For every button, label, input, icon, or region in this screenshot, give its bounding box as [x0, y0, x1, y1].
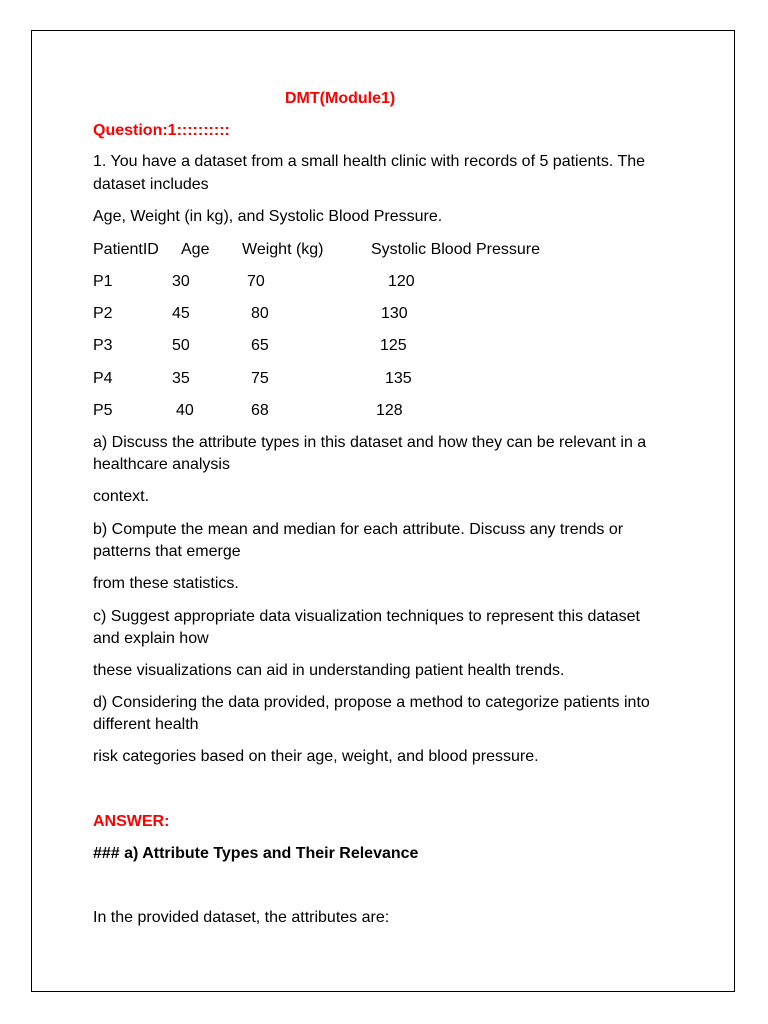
- table-cell: 130: [381, 305, 408, 322]
- table-cell: 135: [385, 370, 412, 387]
- table-cell: 65: [251, 337, 269, 354]
- part-a-line-1: a) Discuss the attribute types in this dataset and how they can be relevant in a: [93, 434, 647, 451]
- intro-line-3: Age, Weight (in kg), and Systolic Blood Pressure.: [93, 208, 443, 225]
- table-header-bp: Systolic Blood Pressure: [371, 241, 540, 258]
- table-cell: P2: [93, 305, 113, 322]
- table-header-weight: Weight (kg): [242, 241, 324, 258]
- table-cell: P3: [93, 337, 113, 354]
- table-cell: 128: [376, 402, 403, 419]
- answer-heading: ### a) Attribute Types and Their Relevance: [93, 845, 419, 862]
- table-cell: 50: [172, 337, 190, 354]
- table-cell: P1: [93, 273, 113, 290]
- part-a-line-3: context.: [93, 488, 150, 505]
- table-header-age: Age: [181, 241, 210, 258]
- table-cell: 30: [172, 273, 190, 290]
- table-cell: 35: [172, 370, 190, 387]
- document-title: DMT(Module1): [285, 90, 396, 107]
- table-header-patientid: PatientID: [93, 241, 159, 258]
- table-cell: 125: [380, 337, 407, 354]
- table-cell: 45: [172, 305, 190, 322]
- part-a-line-2: healthcare analysis: [93, 456, 230, 473]
- intro-line-2: dataset includes: [93, 176, 209, 193]
- part-b-line-3: from these statistics.: [93, 575, 239, 592]
- part-b-line-1: b) Compute the mean and median for each attribute. Discuss any trends or: [93, 521, 624, 538]
- table-cell: 120: [388, 273, 415, 290]
- part-c-line-3: these visualizations can aid in understanding patient health trends.: [93, 662, 565, 679]
- part-c-line-1: c) Suggest appropriate data visualization techniques to represent this dataset: [93, 608, 640, 625]
- table-cell: 75: [251, 370, 269, 387]
- table-cell: 68: [251, 402, 269, 419]
- answer-text: In the provided dataset, the attributes are:: [93, 909, 390, 926]
- part-d-line-2: different health: [93, 716, 199, 733]
- table-cell: 80: [251, 305, 269, 322]
- table-cell: 70: [247, 273, 265, 290]
- table-cell: P4: [93, 370, 113, 387]
- part-c-line-2: and explain how: [93, 630, 209, 647]
- question-label: Question:1::::::::::: [93, 122, 230, 139]
- part-d-line-1: d) Considering the data provided, propose a method to categorize patients into: [93, 694, 650, 711]
- intro-line-1: 1. You have a dataset from a small health clinic with records of 5 patients. The: [93, 153, 646, 170]
- table-cell: P5: [93, 402, 113, 419]
- part-b-line-2: patterns that emerge: [93, 543, 241, 560]
- part-d-line-3: risk categories based on their age, weight, and blood pressure.: [93, 748, 539, 765]
- table-cell: 40: [176, 402, 194, 419]
- answer-label: ANSWER:: [93, 813, 170, 830]
